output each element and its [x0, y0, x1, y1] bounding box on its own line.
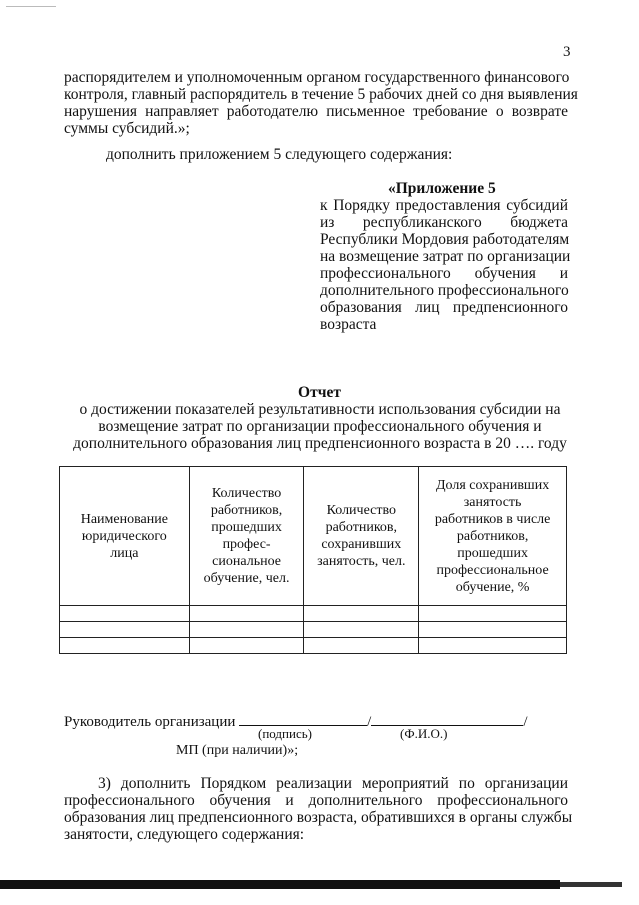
- annex-line: дополнительного профессионального: [320, 282, 569, 299]
- text-line: суммы субсидий.»;: [64, 120, 190, 137]
- column-header-employed-share: Доля сохранивших занятость работников в числе работников, прошедших профессиональное обучение, %: [419, 467, 567, 606]
- scan-edge-bar: [560, 882, 622, 887]
- paragraph-subsidy-return: [64, 69, 578, 137]
- text-line: профессионального обучения и дополнительного профессионального: [64, 792, 568, 809]
- signature-line: Руководитель организации / /: [64, 711, 528, 731]
- text-line: образования лиц предпенсионного возраста, обратившихся в органы службы: [64, 809, 573, 826]
- scan-artifact: [6, 6, 56, 7]
- column-header-legal-entity: Наименование юридического лица: [60, 467, 190, 606]
- report-subtitle: [60, 401, 580, 452]
- annex-line: на возмещение затрат по организации: [320, 248, 571, 265]
- add-annex-text: дополнить приложением 5 следующего содержания:: [106, 146, 453, 163]
- annex-title: «Приложение 5: [388, 180, 496, 197]
- subtitle-line: дополнительного образования лиц предпенсионного возраста в 20 …. году: [73, 435, 567, 452]
- text-line: контроля, главный распорядитель в течение 5 рабочих дней со дня выявления: [64, 86, 578, 103]
- annex-line: к Порядку предоставления субсидий: [320, 197, 568, 214]
- paragraph-point-3: [64, 775, 573, 843]
- report-table: [59, 466, 567, 654]
- annex-line: Республики Мордовия работодателям: [320, 231, 570, 248]
- table-header-row: [60, 467, 567, 606]
- scan-edge-bar: [0, 880, 560, 889]
- subtitle-line: возмещение затрат по организации профессионального обучения и: [98, 418, 542, 435]
- annex-line: возраста: [320, 316, 377, 333]
- column-header-employed-count: Количество работников, сохранивших занятость, чел.: [304, 467, 419, 606]
- subtitle-line: о достижении показателей результативности использования субсидии на: [79, 401, 561, 418]
- name-caption: (Ф.И.О.): [400, 726, 448, 741]
- signature-blank: [239, 711, 367, 726]
- text-line: распорядителем и уполномоченным органом государственного финансового: [64, 69, 570, 86]
- name-blank: [371, 711, 523, 726]
- annex-description: [320, 197, 571, 333]
- text-line: 3) дополнить Порядком реализации мероприятий по организации: [98, 775, 568, 792]
- column-header-trained-count: Количество работников, прошедших профес- сиональное обучение, чел.: [189, 467, 304, 606]
- signature-label: Руководитель организации: [64, 714, 236, 730]
- signature-caption: (подпись): [258, 726, 312, 741]
- annex-line: профессионального обучения и: [320, 265, 568, 282]
- annex-line: из республиканского бюджета: [320, 214, 568, 231]
- table-row: [60, 638, 567, 654]
- table-row: [60, 622, 567, 638]
- text-line: занятости, следующего содержания:: [64, 826, 305, 843]
- report-title: Отчет: [298, 384, 341, 401]
- text-line: нарушения направляет работодателю письменное требование о возврате: [64, 103, 568, 120]
- annex-line: образования лиц предпенсионного: [320, 299, 568, 316]
- stamp-note: МП (при наличии)»;: [176, 743, 299, 758]
- table-row: [60, 606, 567, 622]
- page-number: 3: [563, 44, 571, 60]
